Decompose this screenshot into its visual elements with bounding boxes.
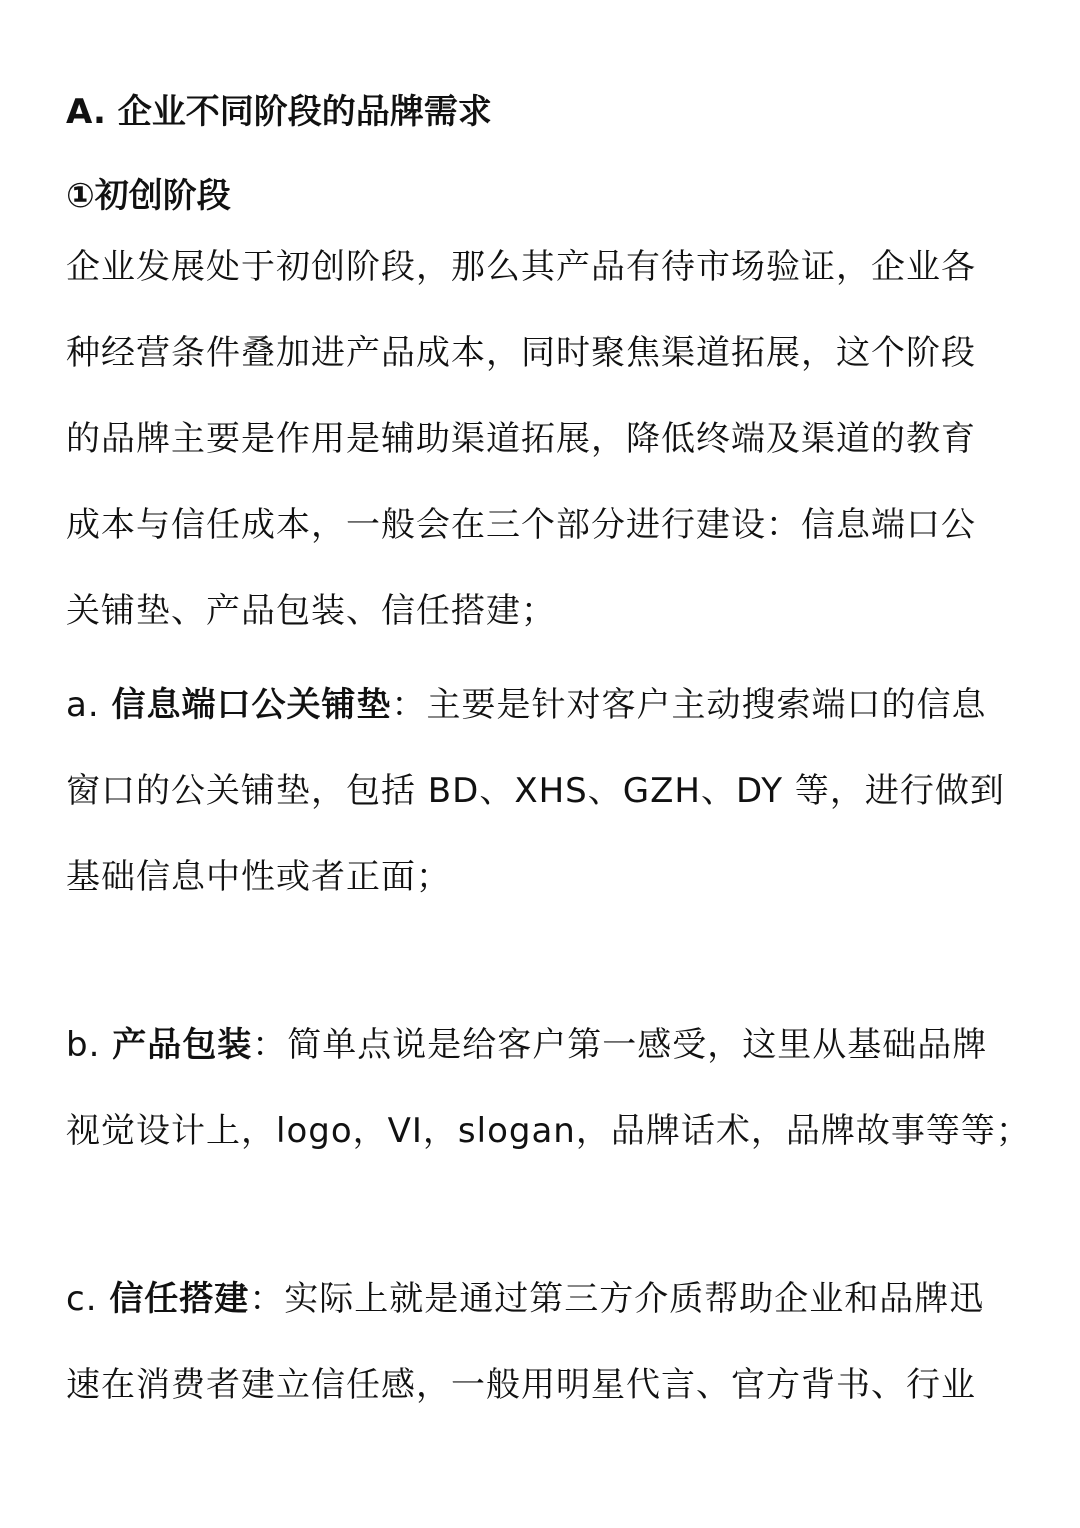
intro-line: 的品牌主要是作用是辅助渠道拓展，降低终端及渠道的教育 <box>66 419 976 459</box>
item-b-first-rest: ：简单点说是给客户第一感受，这里从基础品牌 <box>252 1025 988 1065</box>
section-title: A. 企业不同阶段的品牌需求 <box>66 92 492 132</box>
item-b-prefix: b. <box>66 1025 113 1065</box>
item-b-line: 视觉设计上，logo，VI，slogan，品牌话术，品牌故事等等； <box>66 1111 1031 1151</box>
intro-line: 企业发展处于初创阶段，那么其产品有待市场验证，企业各 <box>66 247 976 287</box>
intro-line: 关铺垫、产品包装、信任搭建； <box>66 591 556 631</box>
item-a-prefix: a. <box>66 685 112 725</box>
intro-paragraph <box>66 224 1018 654</box>
item-b-term: 产品包装 <box>112 1025 253 1065</box>
item-a-first-line <box>66 662 1018 748</box>
item-b-first-line <box>66 1002 1018 1088</box>
item-c-paragraph <box>66 1256 1018 1428</box>
intro-line: 种经营条件叠加进产品成本，同时聚焦渠道拓展，这个阶段 <box>66 333 976 373</box>
item-a-paragraph <box>66 662 1018 920</box>
item-c-first-rest: ：实际上就是通过第三方介质帮助企业和品牌迅 <box>249 1279 985 1319</box>
item-c-prefix: c. <box>66 1279 110 1319</box>
item-a-line: 窗口的公关铺垫，包括 BD、XHS、GZH、DY 等，进行做到 <box>66 771 1005 811</box>
item-a-first-rest: ：主要是针对客户主动搜索端口的信息 <box>391 685 987 725</box>
item-c-line: 速在消费者建立信任感，一般用明星代言、官方背书、行业 <box>66 1365 976 1405</box>
item-c-term: 信任搭建 <box>109 1279 250 1319</box>
subsection-title: ①初创阶段 <box>66 176 231 216</box>
item-b-paragraph <box>66 1002 1031 1174</box>
item-a-line: 基础信息中性或者正面； <box>66 857 451 897</box>
item-c-first-line <box>66 1256 1018 1342</box>
intro-line: 成本与信任成本，一般会在三个部分进行建设：信息端口公 <box>66 505 976 545</box>
item-a-term: 信息端口公关铺垫 <box>111 685 392 725</box>
